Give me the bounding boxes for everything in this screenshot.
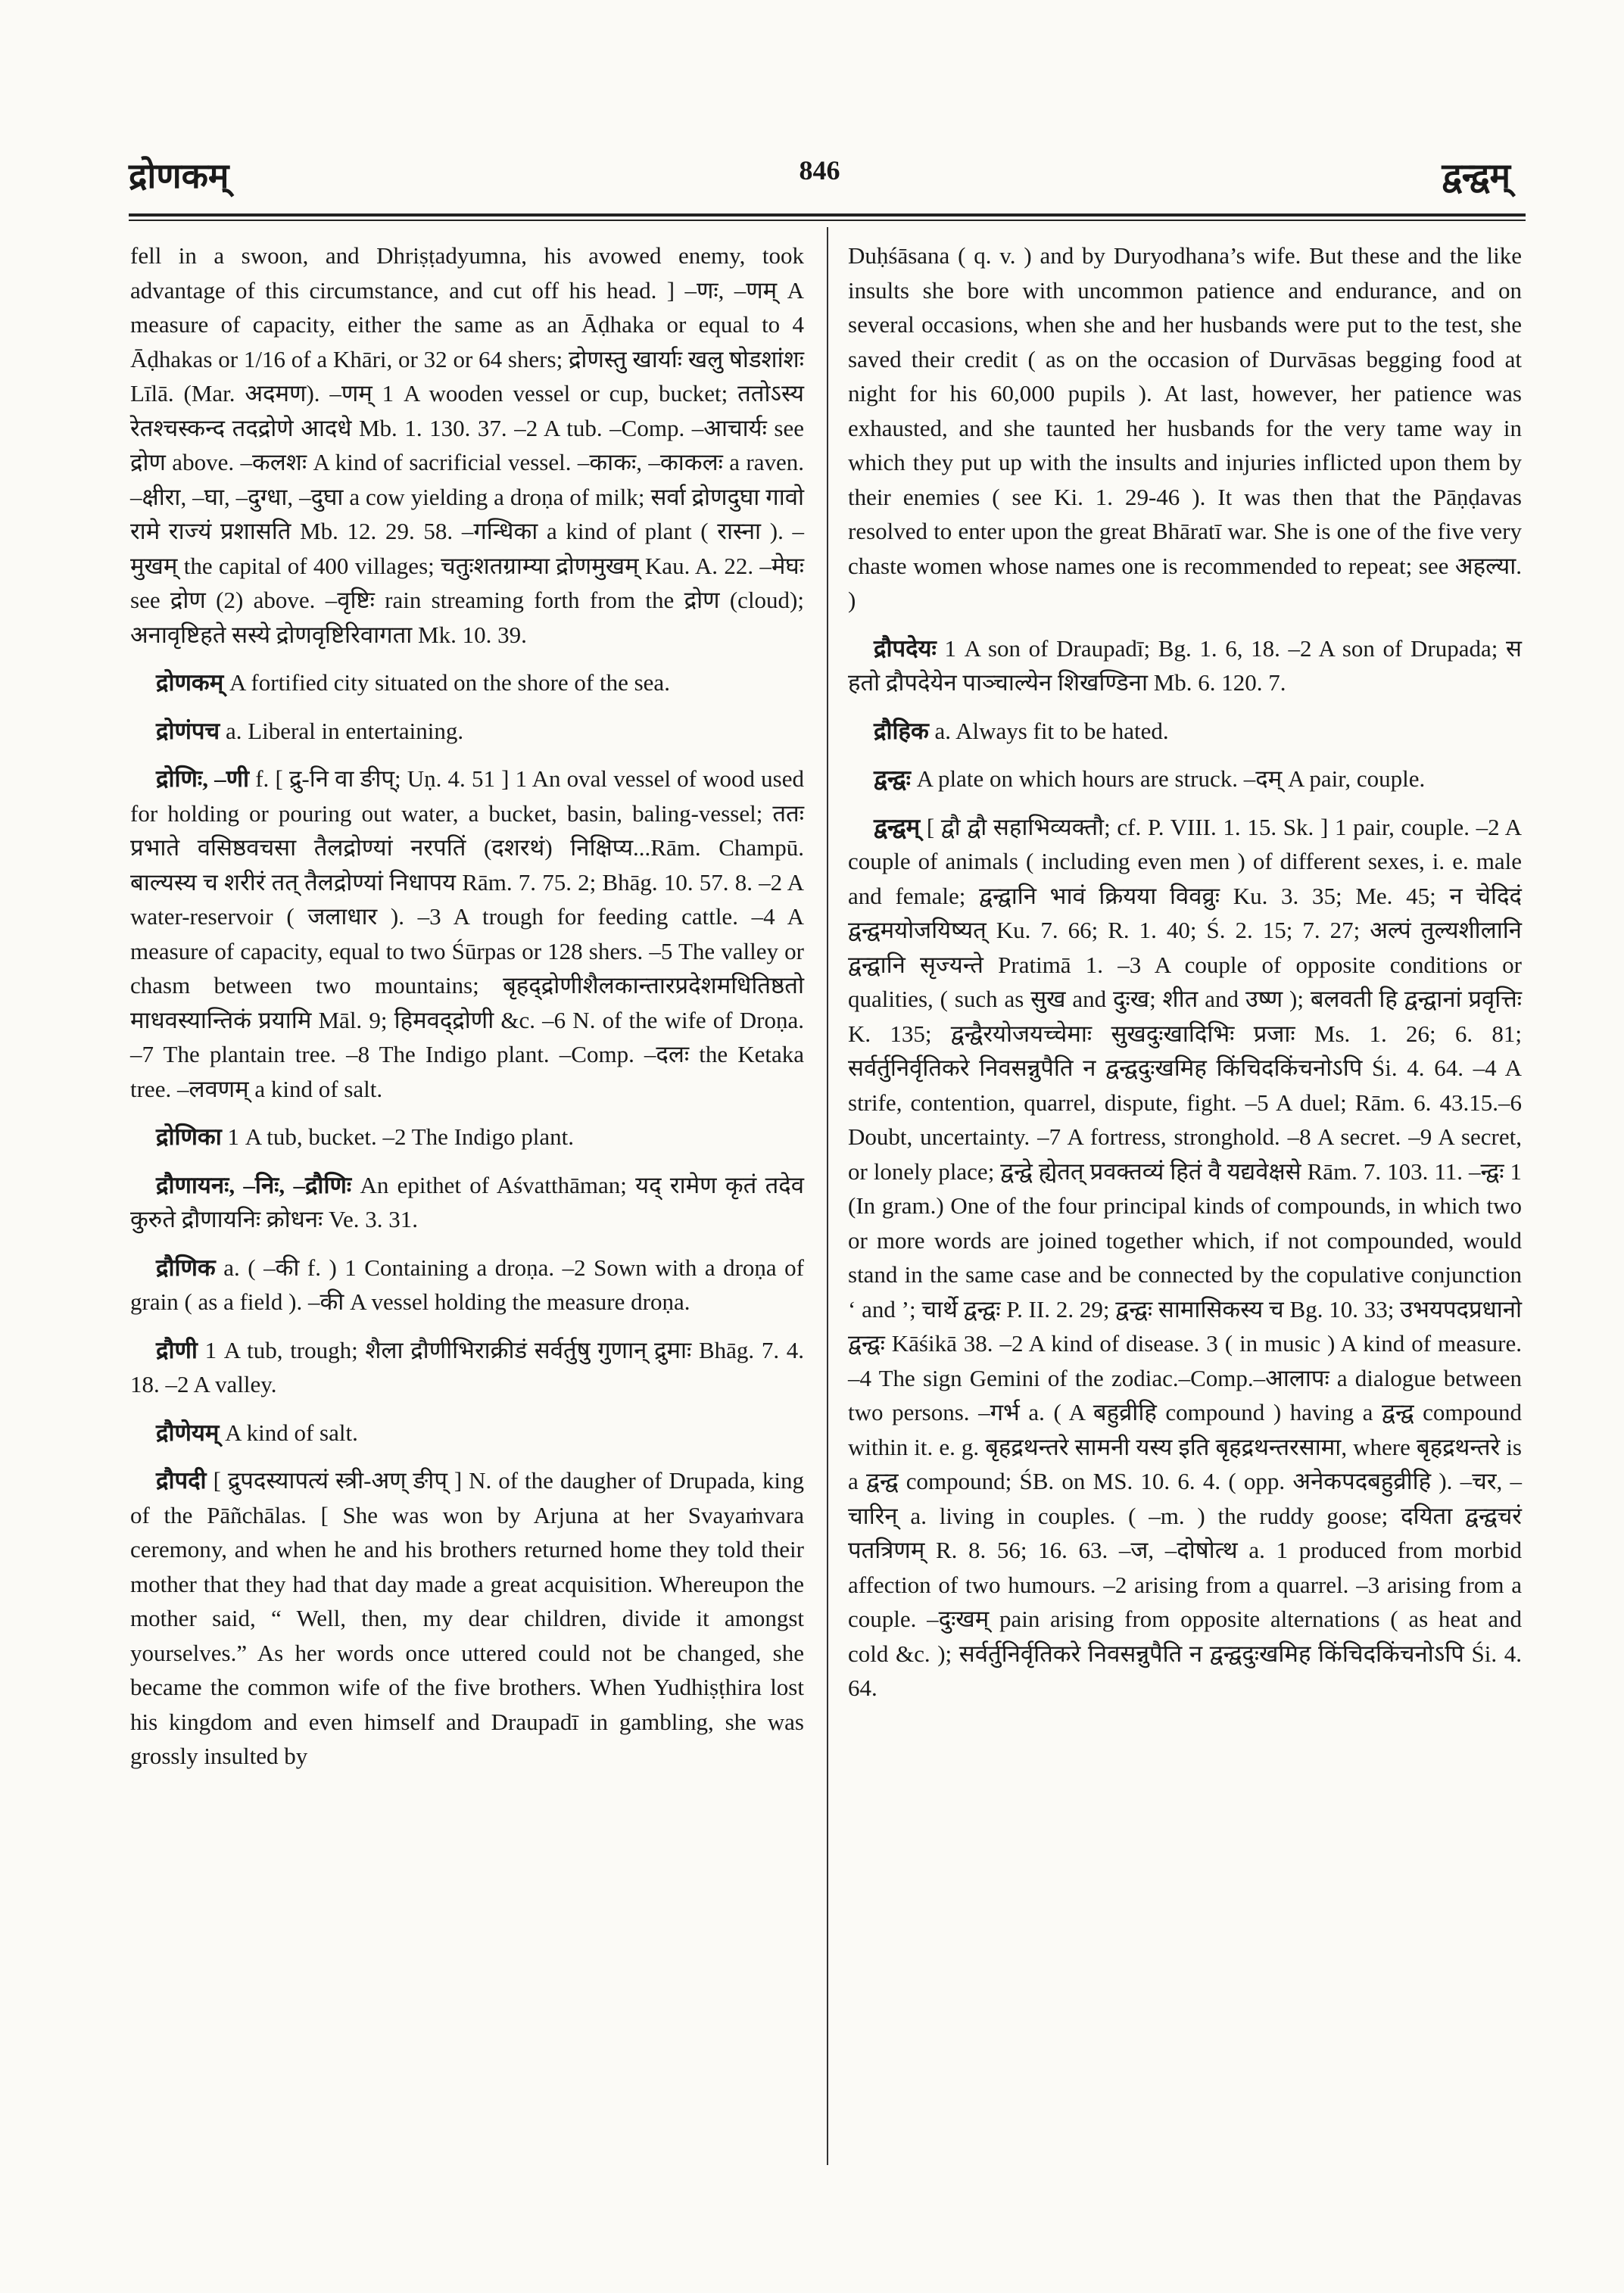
entry-headword: द्रोणिका xyxy=(156,1123,222,1150)
dictionary-entry xyxy=(130,1333,804,1402)
dictionary-entry xyxy=(130,238,804,652)
entry-text: fell in a swoon, and Dhriṣṭadyumna, his avowed enemy, took advantage of this circumstance, and cut off his head. ] –णः, –णम् A measure of capacity, either the same as an Āḍhaka or equal to 4 Āḍhakas or 1/16 of a Khāri, or 32 or 64 shers; द्रोणस्तु खार्याः खलु षोडशांशः Līlā. (Mar. अदमण). –णम् 1 A wooden vessel or cup, bucket; ततोऽस्य रेतश्चस्कन्द तदद्रोणे आदधे Mb. 1. 130. 37. –2 A tub. –Comp. –आचार्यः see द्रोण above. –कलशः A kind of sacrificial vessel. –काकः, –काकलः a raven. –क्षीरा, –घा, –दुग्धा, –दुघा a cow yielding a droṇa of milk; सर्वा द्रोणदुघा गावो रामे राज्यं प्रशासति Mb. 12. 29. 58. –गन्धिका a kind of plant ( रास्ना ). –मुखम् the capital of 400 villages; चतुःशतग्राम्या द्रोणमुखम् Kau. A. 22. –मेघः see द्रोण (2) above. –वृष्टिः rain streaming forth from the द्रोण (cloud); अनावृष्टिहते सस्ये द्रोणवृष्टिरिवागता Mk. 10. 39. xyxy=(130,242,804,648)
header-rule-thin xyxy=(129,220,1526,221)
dictionary-entry xyxy=(130,1463,804,1774)
entry-text: 1 A tub, bucket. –2 The Indigo plant. xyxy=(227,1123,575,1150)
dictionary-entry xyxy=(848,631,1522,700)
dictionary-entry xyxy=(848,810,1522,1706)
entry-text: An epithet of Aśvatthāman; यद् रामेण कृतं तदेव कुरुते द्रौणायनिः क्रोधनः Ve. 3. 31. xyxy=(130,1171,804,1232)
dictionary-entry xyxy=(130,665,804,700)
dictionary-entry xyxy=(130,1251,804,1319)
entry-headword: द्वन्द्वः xyxy=(874,765,911,792)
entry-text: [ द्रुपदस्यापत्यं स्त्री-अण् ङीप् ] N. of the daugher of Drupada, king of the Pāñchālas. [ She was won by Arjuna at her Svayaṁvara ceremony, and when he and his brothers returned home they told their mother that they had that day made a great acquisition. Whereupon the mother said, “ Well, then, my dear children, divide it amongst yourselves.” As her words once uttered could not be changed, she became the common wife of the five brothers. When Yudhiṣṭhira lost his kingdom and even himself and Draupadī in gambling, she was grossly insulted by xyxy=(130,1467,805,1769)
right-column xyxy=(848,238,1522,1719)
header-rule-thick xyxy=(129,213,1526,217)
entry-headword: द्रौपदी xyxy=(156,1467,207,1494)
column-divider xyxy=(827,227,828,2165)
entry-text: Duḥśāsana ( q. v. ) and by Duryodhana’s wife. But these and the like insults she bore with uncommon patience and endurance, and on several occasions, when she and her husbands were put to the test, she saved their credit ( as on the occasion of Durvāsas begging food at night for his 60,000 pupils ). At last, however, her patience was exhausted, and she taunted her husbands for the very tame way in which they put up with the insults and injuries inflicted upon them by their enemies ( see Ki. 1. 29-46 ). It was then that the Pāṇḍavas resolved to enter upon the great Bhāratī war. She is one of the five very chaste women whose names one is recommended to repeat; see अहल्या. ) xyxy=(848,242,1522,613)
dictionary-entry xyxy=(130,1416,804,1450)
entry-headword: द्रौणी xyxy=(156,1336,198,1363)
entry-text: f. [ द्रु-नि वा ङीप्; Uṇ. 4. 51 ] 1 An oval vessel of wood used for holding or pouring out water, a bucket, basin, baling-vessel; ततः प्रभाते वसिष्ठवचसा तैलद्रोण्यां नरपतिं (दशरथं) निक्षिप्य...Rām. Champū. बाल्यस्य च शरीरं तत् तैलद्रोण्यां निधापय Rām. 7. 75. 2; Bhāg. 10. 57. 8. –2 A water-reservoir ( जलाधार ). –3 A trough for feeding cattle. –4 A measure of capacity, equal to two Śūrpas or 128 shers. –5 The valley or chasm between two mountains; बृहद्द्रोणीशैलकान्तारप्रदेशमधितिष्ठतो माधवस्यान्तिकं प्रयामि Māl. 9; हिमवद्द्रोणी &c. –6 N. of the wife of Droṇa. –7 The plantain tree. –8 The Indigo plant. –Comp. –दलः the Ketaka tree. –लवणम् a kind of salt. xyxy=(130,765,804,1102)
entry-text: a. Always fit to be hated. xyxy=(934,717,1169,744)
entry-text: a. Liberal in entertaining. xyxy=(225,717,464,744)
entry-text: [ द्वौ द्वौ सहाभिव्यक्तौ; cf. P. VIII. 1. 15. Sk. ] 1 pair, couple. –2 A couple of animals ( including even men ) of different sexes, i. e. male and female; द्वन्द्वानि भावं क्रियया विवव्रुः Ku. 3. 35; Me. 45; न चेदिदं द्वन्द्वमयोजयिष्यत् Ku. 7. 66; R. 1. 40; Ś. 2. 15; 7. 27; अल्पं तुल्यशीलानि द्वन्द्वानि सृज्यन्ते Pratimā 1. –3 A couple of opposite conditions or qualities, ( such as सुख and दुःख; शीत and उष्ण ); बलवती हि द्वन्द्वानां प्रवृत्तिः K. 135; द्वन्द्वैरयोजयच्चेमाः सुखदुःखादिभिः प्रजाः Ms. 1. 26; 6. 81; सर्वर्तुनिर्वृतिकरे निवसन्नुपैति न द्वन्द्वदुःखमिह किंचिदकिंचनोऽपि Śi. 4. 64. –4 A strife, contention, quarrel, dispute, fight. –5 A duel; Rām. 6. 43.15.–6 Doubt, uncertainty. –7 A fortress, stronghold. –8 A secret. –9 A secret, or lonely place; द्वन्द्वे ह्येतत् प्रवक्तव्यं हितं वै यद्यवेक्षसे Rām. 7. 103. 11. –न्द्वः 1 (In gram.) One of the four principal kinds of compounds, in which two or more words are joined together which, if not compounded, would stand in the same case and be connected by the copulative conjunction ‘ and ’; चार्थे द्वन्द्वः P. II. 2. 29; द्वन्द्वः सामासिकस्य च Bg. 10. 33; उभयपदप्रधानो द्वन्द्वः Kāśikā 38. –2 A kind of disease. 3 ( in music ) A kind of measure. –4 The sign Gemini of the zodiac.–Comp.–आलापः a dialogue between two persons. –गर्भ a. ( A बहुव्रीहि compound ) having a द्वन्द्व compound within it. e. g. बृहद्रथन्तरे सामनी यस्य इति बृहद्रथन्तरसामा, where बृहद्रथन्तरे is a द्वन्द्व compound; ŚB. on MS. 10. 6. 4. ( opp. अनेकपदबहुव्रीहि ). –चर, –चारिन् a. living in couples. ( –m. ) the ruddy goose; दयिता द्वन्द्वचरं पतत्रिणम् R. 8. 56; 16. 63. –ज, –दोषोत्थ a. 1 produced from morbid affection of two humours. –2 arising from a quarrel. –3 arising from a couple. –दुःखम् pain arising from opposite alternations ( as heat and cold &c. ); सर्वर्तुनिर्वृतिकरे निवसन्नुपैति न द्वन्द्वदुःखमिह किंचिदकिंचनोऽपि Śi. 4. 64. xyxy=(848,813,1523,1701)
entry-headword: द्रौपदेयः xyxy=(874,634,937,662)
dictionary-entry xyxy=(848,238,1522,618)
entry-text: a. ( –की f. ) 1 Containing a droṇa. –2 Sown with a droṇa of grain ( as a field ). –की A vessel holding the measure droṇa. xyxy=(130,1254,805,1315)
left-running-headword: द्रोणकम् xyxy=(129,157,229,195)
entry-text: 1 A son of Draupadī; Bg. 1. 6, 18. –2 A son of Drupada; स हतो द्रौपदेयेन पाञ्चाल्येन शिखण्डिना Mb. 6. 120. 7. xyxy=(848,634,1522,696)
left-column xyxy=(130,238,804,1787)
entry-text: A plate on which hours are struck. –दम् A pair, couple. xyxy=(916,765,1426,792)
dictionary-entry xyxy=(130,1120,804,1154)
entry-headword: द्रौणेयम् xyxy=(156,1419,220,1446)
entry-text: A fortified city situated on the shore of the sea. xyxy=(229,669,670,696)
entry-text: A kind of salt. xyxy=(225,1419,358,1446)
entry-headword: द्रोणंपच xyxy=(156,717,220,744)
dictionary-entry xyxy=(848,762,1522,796)
entry-headword: द्वन्द्वम् xyxy=(874,813,921,840)
dictionary-entry xyxy=(130,762,804,1106)
entry-headword: द्रोणकम् xyxy=(156,669,224,696)
dictionary-entry xyxy=(848,714,1522,749)
entry-headword: द्रौणायनः, –निः, –द्रौणिः xyxy=(156,1171,352,1198)
dictionary-entry xyxy=(130,714,804,749)
entry-headword: द्रौहिक xyxy=(874,717,929,744)
dictionary-entry xyxy=(130,1168,804,1237)
page-header xyxy=(129,151,1510,212)
right-running-headword: द्वन्द्वम् xyxy=(1442,157,1510,195)
entry-headword: द्रोणिः, –णी xyxy=(156,765,250,792)
page-number: 846 xyxy=(799,155,840,185)
entry-headword: द्रौणिक xyxy=(156,1254,216,1281)
entry-text: 1 A tub, trough; शैला द्रौणीभिराक्रीडं सर्वर्तुषु गुणान् द्रुमाः Bhāg. 7. 4. 18. –2 A valley. xyxy=(130,1336,804,1397)
